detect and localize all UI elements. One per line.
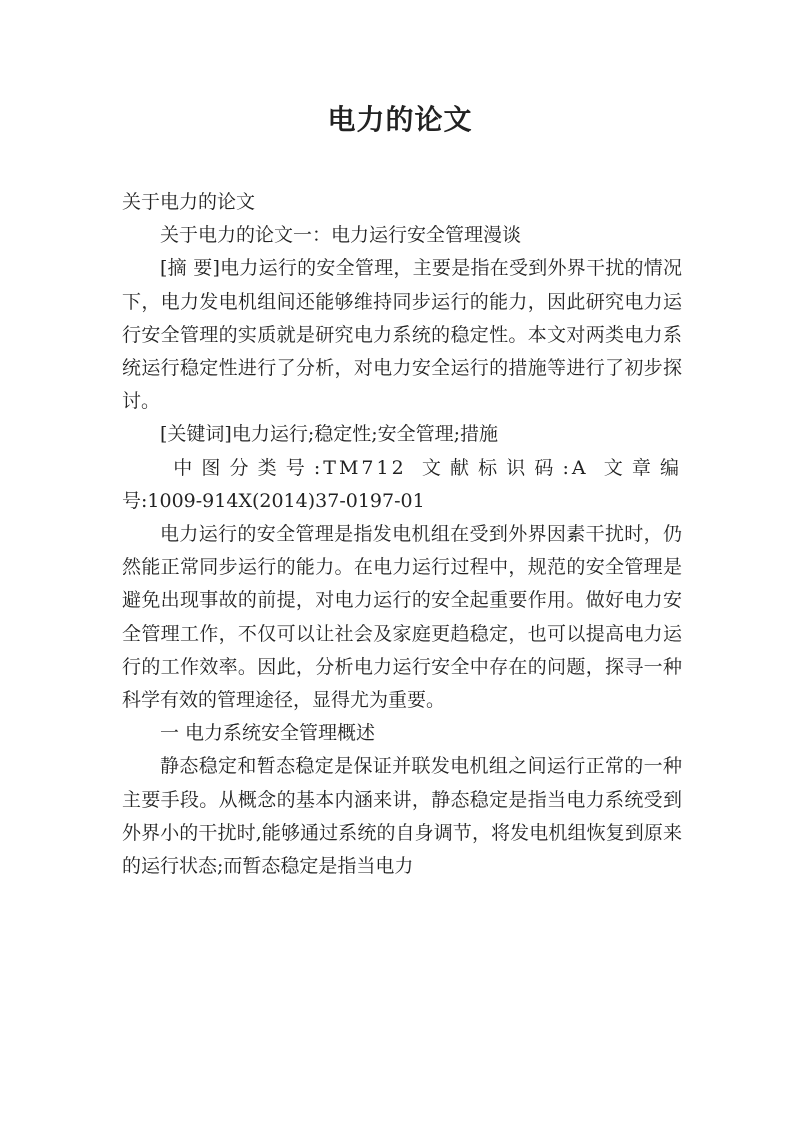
paragraph-abstract: [摘 要]电力运行的安全管理，主要是指在受到外界干扰的情况下，电力发电机组间还能够维持同步运行的能力，因此研究电力运行安全管理的实质就是研究电力系统的稳定性。本文对两类电力系统运行稳定性进行了分析，对电力安全运行的措施等进行了初步探讨。 [122, 257, 682, 413]
article-number-line: 号:1009-914X(2014)37-0197-01 [122, 489, 425, 512]
classification-line: 中图分类号:TM712 文献标识码:A 文章编 [173, 456, 682, 479]
document-body [122, 186, 682, 883]
document-title: 电力的论文 [327, 103, 473, 136]
paragraph-subtitle: 关于电力的论文一：电力运行安全管理漫谈 [160, 224, 522, 247]
section-heading: 一 电力系统安全管理概述 [160, 722, 376, 745]
paragraph-section-body: 静态稳定和暂态稳定是保证并联发电机组之间运行正常的一种主要手段。从概念的基本内涵来讲，静态稳定是指当电力系统受到外界小的干扰时,能够通过系统的自身调节，将发电机组恢复到原来的运行状态;而暂态稳定是指当电力 [122, 755, 682, 878]
paragraph-keywords: [关键词]电力运行;稳定性;安全管理;措施 [160, 423, 499, 446]
paragraph-classification [122, 452, 682, 518]
paragraph-intro: 电力运行的安全管理是指发电机组在受到外界因素干扰时，仍然能正常同步运行的能力。在电力运行过程中，规范的安全管理是避免出现事故的前提，对电力运行的安全起重要作用。做好电力安全管理工作，不仅可以让社会及家庭更趋稳定，也可以提高电力运行的工作效率。因此，分析电力运行安全中存在的问题，探寻一种科学有效的管理途径，显得尤为重要。 [122, 523, 682, 712]
paragraph-heading: 关于电力的论文 [122, 191, 256, 213]
